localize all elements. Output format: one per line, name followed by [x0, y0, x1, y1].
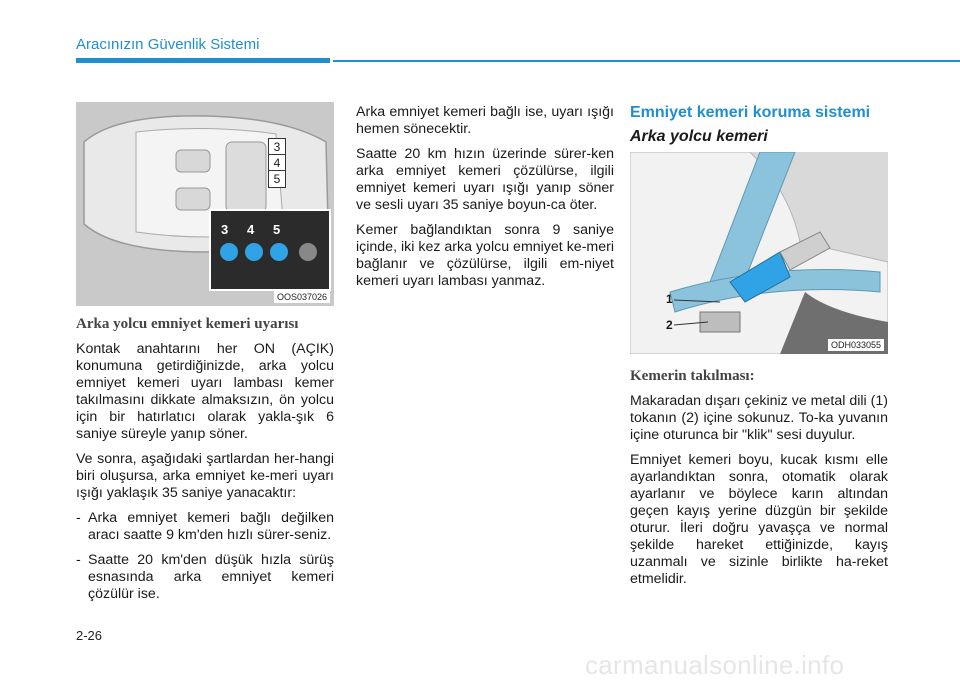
column-right — [630, 104, 888, 596]
paragraph: Arka emniyet kemeri bağlı ise, uyarı ışığı hemen sönecektir. — [356, 104, 614, 137]
paragraph: Kontak anahtarını her ON (AÇIK) konumuna getirdiğinizde, arka yolcu emniyet kemeri uyarı lambası kemer takılmasını dikkate almaksızın, ön yolcu için bir hatırlatıcı olarak yakla-şık 6 saniye süreyle yanıp söner. — [76, 341, 334, 442]
list-item-text: Arka emniyet kemeri bağlı değilken aracı saatte 9 km'den hızlı sürer-seniz. — [88, 510, 334, 543]
rear-belt-subheading: Arka yolcu kemeri — [630, 128, 768, 145]
inset-label-4: 4 — [247, 222, 255, 237]
seatbelt-figure — [630, 152, 888, 354]
fastening-heading: Kemerin takılması: — [630, 368, 755, 384]
protection-system-heading: Emniyet kemeri koruma sistemi — [630, 104, 871, 121]
callout-2: 2 — [666, 318, 673, 332]
page-number: 2-26 — [76, 628, 103, 643]
callout-1: 1 — [666, 292, 673, 306]
bullet-dash: - — [76, 552, 81, 568]
car-seat-figure — [76, 102, 334, 306]
rear-warning-heading: Arka yolcu emniyet kemeri uyarısı — [76, 316, 299, 332]
figure-code: OOS037026 — [274, 291, 330, 303]
inset-label-5: 5 — [273, 222, 281, 237]
bullet-dash: - — [76, 510, 81, 526]
inset-label-3: 3 — [221, 222, 229, 237]
header-rule-thin — [333, 60, 960, 62]
list-item — [76, 510, 334, 544]
paragraph: Makaradan dışarı çekiniz ve metal dili (1) tokanın (2) içine sokunuz. To-ka yuvanın içine oturunca bir "klik" sesi duyulur. — [630, 393, 888, 443]
seat-label-5: 5 — [268, 170, 286, 188]
paragraph: Emniyet kemeri boyu, kucak kısmı elle ayarlandıktan sonra, otomatik olarak ayarlanır ve böylece karın altından geçen kayış yerine düzgün bir şekilde oturur. İleri doğru yavaşça ve normal şekilde hareket ettiğinizde, kayış uzanmalı ve sizinle birlikte ha-reket etmelidir. — [630, 452, 888, 587]
seat-label-4: 4 — [268, 154, 286, 172]
car-topview-illustration — [76, 102, 334, 306]
watermark: carmanualsonline.info — [585, 650, 845, 680]
paragraph: Saatte 20 km hızın üzerinde sürer-ken arka emniyet kemeri çözülürse, ilgili emniyet kemeri uyarı ışığı yanıp söner ve sesli uyarı 35 saniye boyun-ca öter. — [356, 146, 614, 213]
header-rule-thick — [76, 58, 330, 63]
section-title: Aracınızın Güvenlik Sistemi — [76, 36, 260, 53]
paragraph: Kemer bağlandıktan sonra 9 saniye içinde, iki kez arka yolcu emniyet ke-meri bağlanır ve çözülürse, ilgili em-niyet kemeri uyarı lambası yanmaz. — [356, 222, 614, 289]
figure-code: ODH033055 — [828, 339, 884, 351]
paragraph: Ve sonra, aşağıdaki şartlardan her-hangi biri oluşursa, arka emniyet ke-meri uyarı ışığı yaklaşık 35 saniye yanacaktır: — [76, 451, 334, 501]
list-item — [76, 552, 334, 603]
column-middle — [356, 104, 614, 298]
list-item-text: Saatte 20 km'den düşük hızla sürüş esnasında arka emniyet kemeri çözülür ise. — [88, 552, 334, 602]
column-left — [76, 102, 334, 611]
seat-label-3: 3 — [268, 138, 286, 156]
